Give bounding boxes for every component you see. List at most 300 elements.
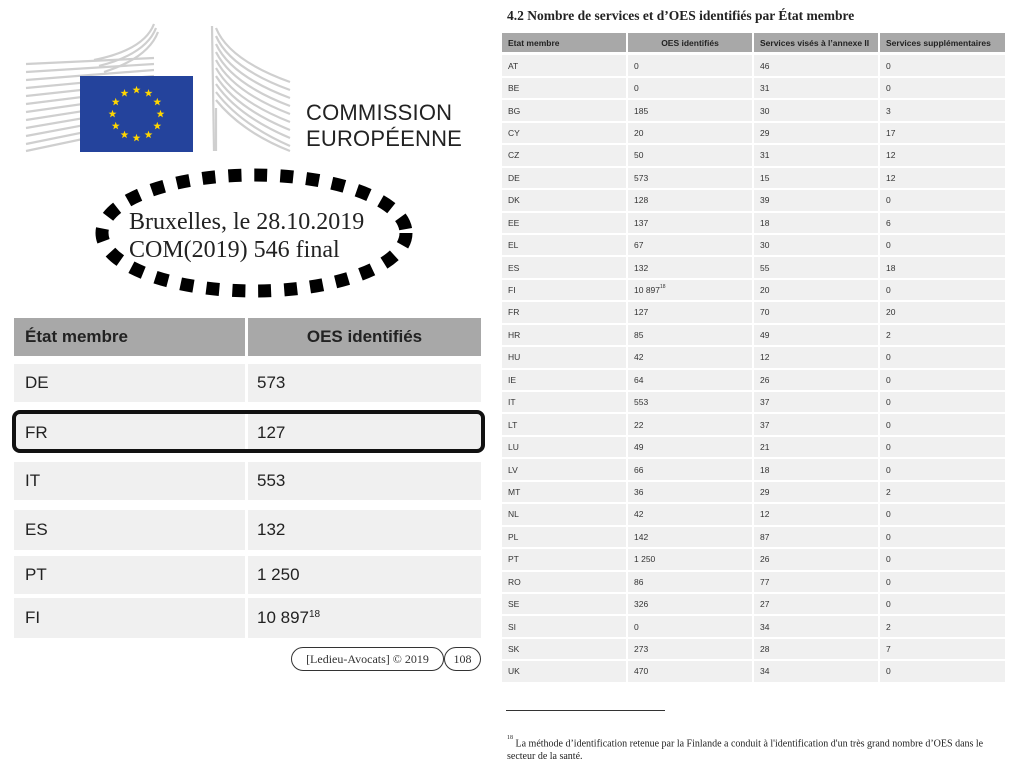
cell-value: 0	[634, 83, 639, 94]
oes-cell	[628, 168, 752, 190]
table-row	[502, 527, 1005, 549]
annex-services-cell	[754, 100, 878, 122]
table-row	[502, 414, 1005, 436]
oes-cell	[628, 325, 752, 347]
additional-services-cell	[880, 594, 1005, 616]
cell-value: 137	[634, 217, 649, 228]
cell-value: BG	[508, 105, 521, 116]
annex-services-cell	[754, 437, 878, 459]
cell-value: MT	[508, 486, 521, 497]
cell-value: IE	[508, 374, 517, 385]
footnote-separator	[506, 710, 665, 711]
oes-cell	[628, 213, 752, 235]
oes-cell	[628, 572, 752, 594]
organization-line-1: COMMISSION	[306, 100, 453, 125]
star-icon	[121, 131, 129, 139]
annex-services-cell	[754, 168, 878, 190]
cell-value: 573	[634, 172, 649, 183]
additional-services-cell	[880, 370, 1005, 392]
cell-value: 20	[634, 127, 644, 138]
cell-value: 3	[886, 105, 891, 116]
oes-cell	[628, 280, 752, 302]
cell-value: 326	[634, 599, 649, 610]
additional-services-cell	[880, 661, 1005, 683]
cell-value: 42	[634, 352, 644, 363]
cell-value: 12	[760, 509, 770, 520]
page-number: 108	[444, 647, 481, 671]
cell-value: RO	[508, 576, 521, 587]
header-additional-services: Services supplémentaires	[880, 33, 1005, 54]
header-annex-services: Services visés à l’annexe II	[754, 33, 878, 54]
oes-cell	[628, 437, 752, 459]
header-state: État membre	[14, 318, 245, 356]
additional-services-cell	[880, 168, 1005, 190]
oes-cell	[628, 347, 752, 369]
document-date: Bruxelles, le 28.10.2019	[129, 209, 365, 235]
cell-value: 31	[760, 150, 770, 161]
table-row	[502, 280, 1005, 302]
cell-value: BE	[508, 83, 520, 94]
annex-services-cell	[754, 190, 878, 212]
highlight-box-fr	[12, 410, 485, 453]
state-cell	[502, 482, 626, 504]
table-row	[502, 78, 1005, 100]
state-cell	[502, 190, 626, 212]
table-row	[14, 462, 481, 500]
document-reference	[129, 208, 364, 264]
cell-value: 29	[760, 127, 770, 138]
cell-value: AT	[508, 60, 519, 71]
star-icon	[145, 89, 153, 97]
oes-cell	[628, 549, 752, 571]
annex-services-cell	[754, 123, 878, 145]
additional-services-cell	[880, 616, 1005, 638]
cell-value: 185	[634, 105, 649, 116]
cell-value: HU	[508, 352, 521, 363]
state-cell: PT	[14, 556, 245, 594]
star-icon	[109, 110, 117, 118]
cell-value: 0	[634, 60, 639, 71]
cell-value: 20	[886, 307, 896, 318]
state-cell	[502, 347, 626, 369]
cell-value: 86	[634, 576, 644, 587]
cell-value: 273	[634, 644, 649, 655]
cell-value: 66	[634, 464, 644, 475]
cell-value: 37	[760, 397, 770, 408]
table-row	[502, 504, 1005, 526]
cell-value: NL	[508, 509, 519, 520]
state-cell	[502, 616, 626, 638]
oes-cell: 127	[248, 414, 481, 451]
additional-services-cell	[880, 504, 1005, 526]
cell-value: 22	[634, 419, 644, 430]
cell-value: 0	[886, 666, 891, 677]
cell-value: DK	[508, 195, 520, 206]
cell-value: 0	[886, 442, 891, 453]
oes-cell	[628, 482, 752, 504]
cell-value: 6	[886, 217, 891, 228]
cell-value: 553	[634, 397, 649, 408]
header-oes: OES identifiés	[248, 318, 481, 356]
table-body	[502, 55, 1005, 683]
cell-value: 18	[886, 262, 896, 273]
cell-value: FI	[508, 285, 516, 296]
table-row	[502, 235, 1005, 257]
annex-services-cell	[754, 549, 878, 571]
cell-value: 67	[634, 240, 644, 251]
state-cell	[502, 235, 626, 257]
additional-services-cell	[880, 414, 1005, 436]
cell-value: PT	[508, 554, 519, 565]
oes-cell	[628, 594, 752, 616]
table-row	[14, 598, 481, 638]
cell-value: 39	[760, 195, 770, 206]
cell-value: 20	[760, 285, 770, 296]
state-cell	[502, 78, 626, 100]
additional-services-cell	[880, 325, 1005, 347]
cell-value: IT	[508, 397, 516, 408]
state-cell	[502, 325, 626, 347]
annex-services-cell	[754, 213, 878, 235]
cell-value: 85	[634, 329, 644, 340]
cell-value: 0	[886, 419, 891, 430]
footnote-number: 18	[507, 735, 513, 741]
cell-value: 12	[886, 150, 896, 161]
additional-services-cell	[880, 437, 1005, 459]
state-cell	[502, 370, 626, 392]
table-row	[502, 257, 1005, 279]
table-row	[502, 437, 1005, 459]
additional-services-cell	[880, 572, 1005, 594]
table-row	[14, 510, 481, 550]
oes-cell	[248, 598, 481, 638]
annex-services-cell	[754, 78, 878, 100]
state-cell	[502, 639, 626, 661]
state-cell: IT	[14, 462, 245, 500]
cell-value: 28	[760, 644, 770, 655]
oes-cell: 1 250	[248, 556, 481, 594]
state-cell	[502, 549, 626, 571]
cell-value: CY	[508, 127, 520, 138]
oes-cell	[628, 392, 752, 414]
cell-value: 0	[886, 576, 891, 587]
oes-cell	[628, 55, 752, 77]
table-row	[502, 190, 1005, 212]
additional-services-cell	[880, 639, 1005, 661]
additional-services-cell	[880, 145, 1005, 167]
star-icon	[121, 89, 129, 97]
additional-services-cell	[880, 392, 1005, 414]
cell-value: 0	[886, 599, 891, 610]
cell-value: 64	[634, 374, 644, 385]
star-icon	[153, 122, 161, 130]
oes-cell	[628, 504, 752, 526]
cell-value: 0	[886, 464, 891, 475]
annex-services-cell	[754, 616, 878, 638]
state-cell	[502, 594, 626, 616]
star-icon	[133, 134, 141, 142]
oes-cell	[628, 100, 752, 122]
state-cell	[502, 145, 626, 167]
section-title: 4.2 Nombre de services et d’OES identifiés par État membre	[507, 8, 855, 23]
footnote-reference: 18	[309, 608, 321, 620]
table-row	[502, 370, 1005, 392]
table-row	[502, 549, 1005, 571]
state-cell	[502, 280, 626, 302]
state-cell: FR	[14, 414, 245, 451]
cell-value: HR	[508, 329, 521, 340]
additional-services-cell	[880, 482, 1005, 504]
cell-value: 27	[760, 599, 770, 610]
additional-services-cell	[880, 235, 1005, 257]
annex-services-cell	[754, 55, 878, 77]
cell-value: 0	[886, 195, 891, 206]
cell-value: 12	[886, 172, 896, 183]
cell-value: SK	[508, 644, 520, 655]
cell-value: UK	[508, 666, 520, 677]
oes-cell: 553	[248, 462, 481, 500]
cell-value: 127	[634, 307, 649, 318]
cell-value: 0	[886, 509, 891, 520]
additional-services-cell	[880, 347, 1005, 369]
cell-value: 0	[886, 83, 891, 94]
cell-value: 142	[634, 531, 649, 542]
table-row	[14, 364, 481, 402]
cell-value: 30	[760, 240, 770, 251]
oes-cell	[628, 257, 752, 279]
table-row	[502, 616, 1005, 638]
cell-value: 2	[886, 329, 891, 340]
cell-value: 7	[886, 644, 891, 655]
cell-value: SE	[508, 599, 520, 610]
oes-cell	[628, 639, 752, 661]
cell-value: 46	[760, 60, 770, 71]
annex-services-cell	[754, 370, 878, 392]
organization-line-2: EUROPÉENNE	[306, 126, 463, 151]
additional-services-cell	[880, 302, 1005, 324]
cell-value: 0	[886, 285, 891, 296]
cell-value: 49	[634, 442, 644, 453]
table-row	[14, 556, 481, 594]
additional-services-cell	[880, 213, 1005, 235]
oes-cell	[628, 459, 752, 481]
state-cell	[502, 572, 626, 594]
oes-cell	[628, 661, 752, 683]
cell-value: 34	[760, 621, 770, 632]
additional-services-cell	[880, 459, 1005, 481]
oes-cell	[628, 370, 752, 392]
oes-cell	[628, 414, 752, 436]
cell-value: 0	[886, 531, 891, 542]
cell-value: 29	[760, 486, 770, 497]
table-row	[502, 392, 1005, 414]
cell-value: 0	[886, 240, 891, 251]
cell-value: LU	[508, 442, 519, 453]
cell-value: 70	[760, 307, 770, 318]
star-icon	[112, 98, 120, 106]
cell-value: 17	[886, 127, 896, 138]
additional-services-cell	[880, 257, 1005, 279]
oes-cell	[628, 302, 752, 324]
cell-value: 49	[760, 329, 770, 340]
cell-value: 470	[634, 666, 649, 677]
additional-services-cell	[880, 123, 1005, 145]
oes-cell	[628, 616, 752, 638]
additional-services-cell	[880, 78, 1005, 100]
cell-value: EL	[508, 240, 519, 251]
cell-value: 0	[886, 352, 891, 363]
annex-services-cell	[754, 235, 878, 257]
oes-cell: 573	[248, 364, 481, 402]
oes-cell: 132	[248, 510, 481, 550]
oes-cell	[628, 190, 752, 212]
annex-services-cell	[754, 257, 878, 279]
state-cell	[502, 504, 626, 526]
table-header-row	[502, 33, 1005, 55]
cell-value: 34	[760, 666, 770, 677]
table-row	[502, 459, 1005, 481]
footnote-text: La méthode d’identification retenue par la Finlande a conduit à l'identification d'un très grand nombre d’OES dans le secteur de la santé.	[507, 738, 984, 763]
cell-value: 0	[886, 374, 891, 385]
table-row	[502, 168, 1005, 190]
cell-value: 12	[760, 352, 770, 363]
table-row	[502, 123, 1005, 145]
cell-value: 77	[760, 576, 770, 587]
table-row	[502, 213, 1005, 235]
cell-value: 0	[634, 621, 639, 632]
star-icon	[112, 122, 120, 130]
additional-services-cell	[880, 549, 1005, 571]
state-cell	[502, 55, 626, 77]
cell-value: PL	[508, 531, 519, 542]
table-row	[502, 302, 1005, 324]
annex-services-cell	[754, 639, 878, 661]
cell-value: 2	[886, 621, 891, 632]
table-row	[502, 572, 1005, 594]
organization-name	[306, 100, 462, 152]
additional-services-cell	[880, 100, 1005, 122]
annex-services-cell	[754, 145, 878, 167]
cell-value: CZ	[508, 150, 520, 161]
annex-services-cell	[754, 527, 878, 549]
table-row	[502, 347, 1005, 369]
state-cell: ES	[14, 510, 245, 550]
state-cell	[502, 459, 626, 481]
oes-cell	[628, 527, 752, 549]
table-row	[502, 100, 1005, 122]
state-cell	[502, 437, 626, 459]
cell-value: 18	[760, 217, 770, 228]
state-cell	[502, 123, 626, 145]
table-row	[502, 639, 1005, 661]
cell-value: SI	[508, 621, 517, 632]
annex-services-cell	[754, 302, 878, 324]
cell-value: 42	[634, 509, 644, 520]
oes-cell	[628, 235, 752, 257]
annex-services-cell	[754, 414, 878, 436]
cell-value: 128	[634, 195, 649, 206]
additional-services-cell	[880, 55, 1005, 77]
eu-flag-icon	[80, 76, 193, 152]
oes-cell	[628, 145, 752, 167]
star-icon	[157, 110, 165, 118]
annex-services-cell	[754, 661, 878, 683]
cell-value: 0	[886, 554, 891, 565]
oes-cell	[628, 123, 752, 145]
cell-value: 37	[760, 419, 770, 430]
cell-value: 26	[760, 374, 770, 385]
annex-services-cell	[754, 572, 878, 594]
table-row	[502, 661, 1005, 683]
state-cell	[502, 302, 626, 324]
table-row	[502, 145, 1005, 167]
state-cell	[502, 213, 626, 235]
cell-value: EE	[508, 217, 520, 228]
annex-services-cell	[754, 347, 878, 369]
cell-value: 55	[760, 262, 770, 273]
cell-value: 18	[760, 464, 770, 475]
state-cell	[502, 414, 626, 436]
star-icon	[133, 86, 141, 94]
state-cell	[502, 168, 626, 190]
cell-value: LV	[508, 464, 518, 475]
copyright-credit: [Ledieu-Avocats] © 2019	[291, 647, 444, 671]
header-oes: OES identifiés	[628, 33, 752, 54]
state-cell	[502, 257, 626, 279]
table-row	[502, 325, 1005, 347]
cell-value: 30	[760, 105, 770, 116]
cell-value: 0	[886, 60, 891, 71]
state-cell: DE	[14, 364, 245, 402]
cell-value: 10 897	[634, 285, 660, 296]
services-oes-table	[502, 33, 1005, 684]
additional-services-cell	[880, 280, 1005, 302]
annex-services-cell	[754, 280, 878, 302]
oes-cell	[628, 78, 752, 100]
cell-value: DE	[508, 172, 520, 183]
cell-value: 36	[634, 486, 644, 497]
star-icon	[153, 98, 161, 106]
cell-value: 2	[886, 486, 891, 497]
cell-value: LT	[508, 419, 518, 430]
table-row	[502, 55, 1005, 77]
cell-value: 15	[760, 172, 770, 183]
header-state: Etat membre	[502, 33, 626, 54]
table-row	[502, 482, 1005, 504]
oes-value: 10 897	[257, 608, 309, 627]
cell-value: 0	[886, 397, 891, 408]
table-row	[502, 594, 1005, 616]
table-header-row	[14, 318, 481, 356]
footnote	[507, 735, 1012, 763]
state-cell: FI	[14, 598, 245, 638]
state-cell	[502, 100, 626, 122]
cell-value: 21	[760, 442, 770, 453]
document-code: COM(2019) 546 final	[129, 237, 340, 263]
additional-services-cell	[880, 527, 1005, 549]
cell-value: 31	[760, 83, 770, 94]
cell-value: ES	[508, 262, 520, 273]
annex-services-cell	[754, 482, 878, 504]
cell-value: 1 250	[634, 554, 656, 565]
cell-value: 132	[634, 262, 649, 273]
star-icon	[145, 131, 153, 139]
footnote-reference: 18	[660, 284, 666, 291]
cell-value: 87	[760, 531, 770, 542]
cell-value: 26	[760, 554, 770, 565]
state-cell	[502, 527, 626, 549]
annex-services-cell	[754, 594, 878, 616]
